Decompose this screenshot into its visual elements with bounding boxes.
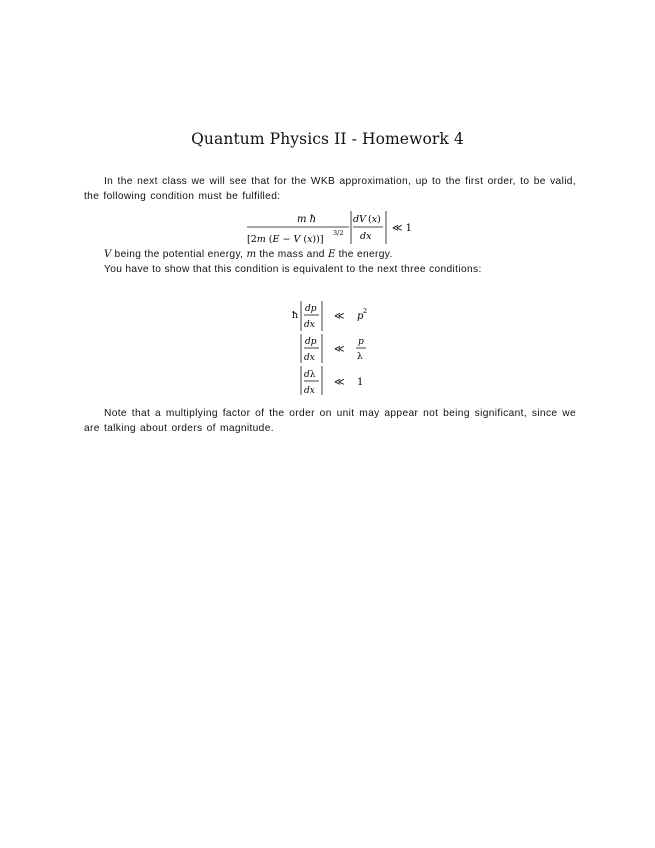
svg-text:p: p bbox=[358, 337, 364, 347]
svg-text:dx: dx bbox=[304, 386, 315, 396]
svg-text:1: 1 bbox=[357, 377, 364, 388]
intro-paragraph: In the next class we will see that for the WKB approximation, up to the first order, to be valid, the following condition must be fulfilled: bbox=[84, 176, 576, 202]
svg-text:≪: ≪ bbox=[334, 311, 345, 322]
svg-text:p: p bbox=[357, 311, 364, 322]
document-title: Quantum Physics II - Homework 4 bbox=[191, 130, 464, 148]
svg-text:dV: dV bbox=[353, 214, 366, 225]
definitions-prefix: being the potential energy, bbox=[114, 249, 244, 260]
show-line: You have to show that this condition is equivalent to the next three conditions: bbox=[104, 264, 482, 275]
svg-text:dx: dx bbox=[304, 320, 315, 330]
svg-text:(x): (x) bbox=[368, 214, 381, 225]
svg-text:dx: dx bbox=[304, 353, 315, 363]
wkb-condition-equation bbox=[245, 208, 425, 248]
svg-text:λ: λ bbox=[357, 352, 363, 362]
three-conditions-equations bbox=[282, 298, 392, 396]
svg-text:m ħ: m ħ bbox=[297, 214, 317, 225]
definitions-suffix: the energy. bbox=[338, 249, 393, 260]
svg-text:ħ: ħ bbox=[292, 310, 299, 321]
svg-text:3/2: 3/2 bbox=[333, 229, 344, 237]
note-paragraph: Note that a multiplying factor of the order on unit may appear not being significant, since we are talking about orders of magnitude. bbox=[84, 408, 576, 434]
var-v: V bbox=[104, 249, 112, 260]
svg-text:≪: ≪ bbox=[334, 344, 345, 355]
svg-text:[2m (E − V (x))]: [2m (E − V (x))] bbox=[247, 234, 324, 245]
definitions-mid: the mass and bbox=[259, 249, 325, 260]
svg-text:2: 2 bbox=[363, 307, 368, 315]
var-e: E bbox=[327, 249, 336, 260]
svg-text:dx: dx bbox=[360, 231, 372, 242]
svg-text:≪ 1: ≪ 1 bbox=[392, 223, 413, 234]
svg-text:dλ: dλ bbox=[304, 370, 316, 380]
var-m: m bbox=[246, 249, 257, 260]
svg-text:≪: ≪ bbox=[334, 377, 345, 388]
svg-text:dp: dp bbox=[305, 304, 317, 314]
svg-text:dp: dp bbox=[305, 337, 317, 347]
definitions-line bbox=[104, 249, 393, 260]
